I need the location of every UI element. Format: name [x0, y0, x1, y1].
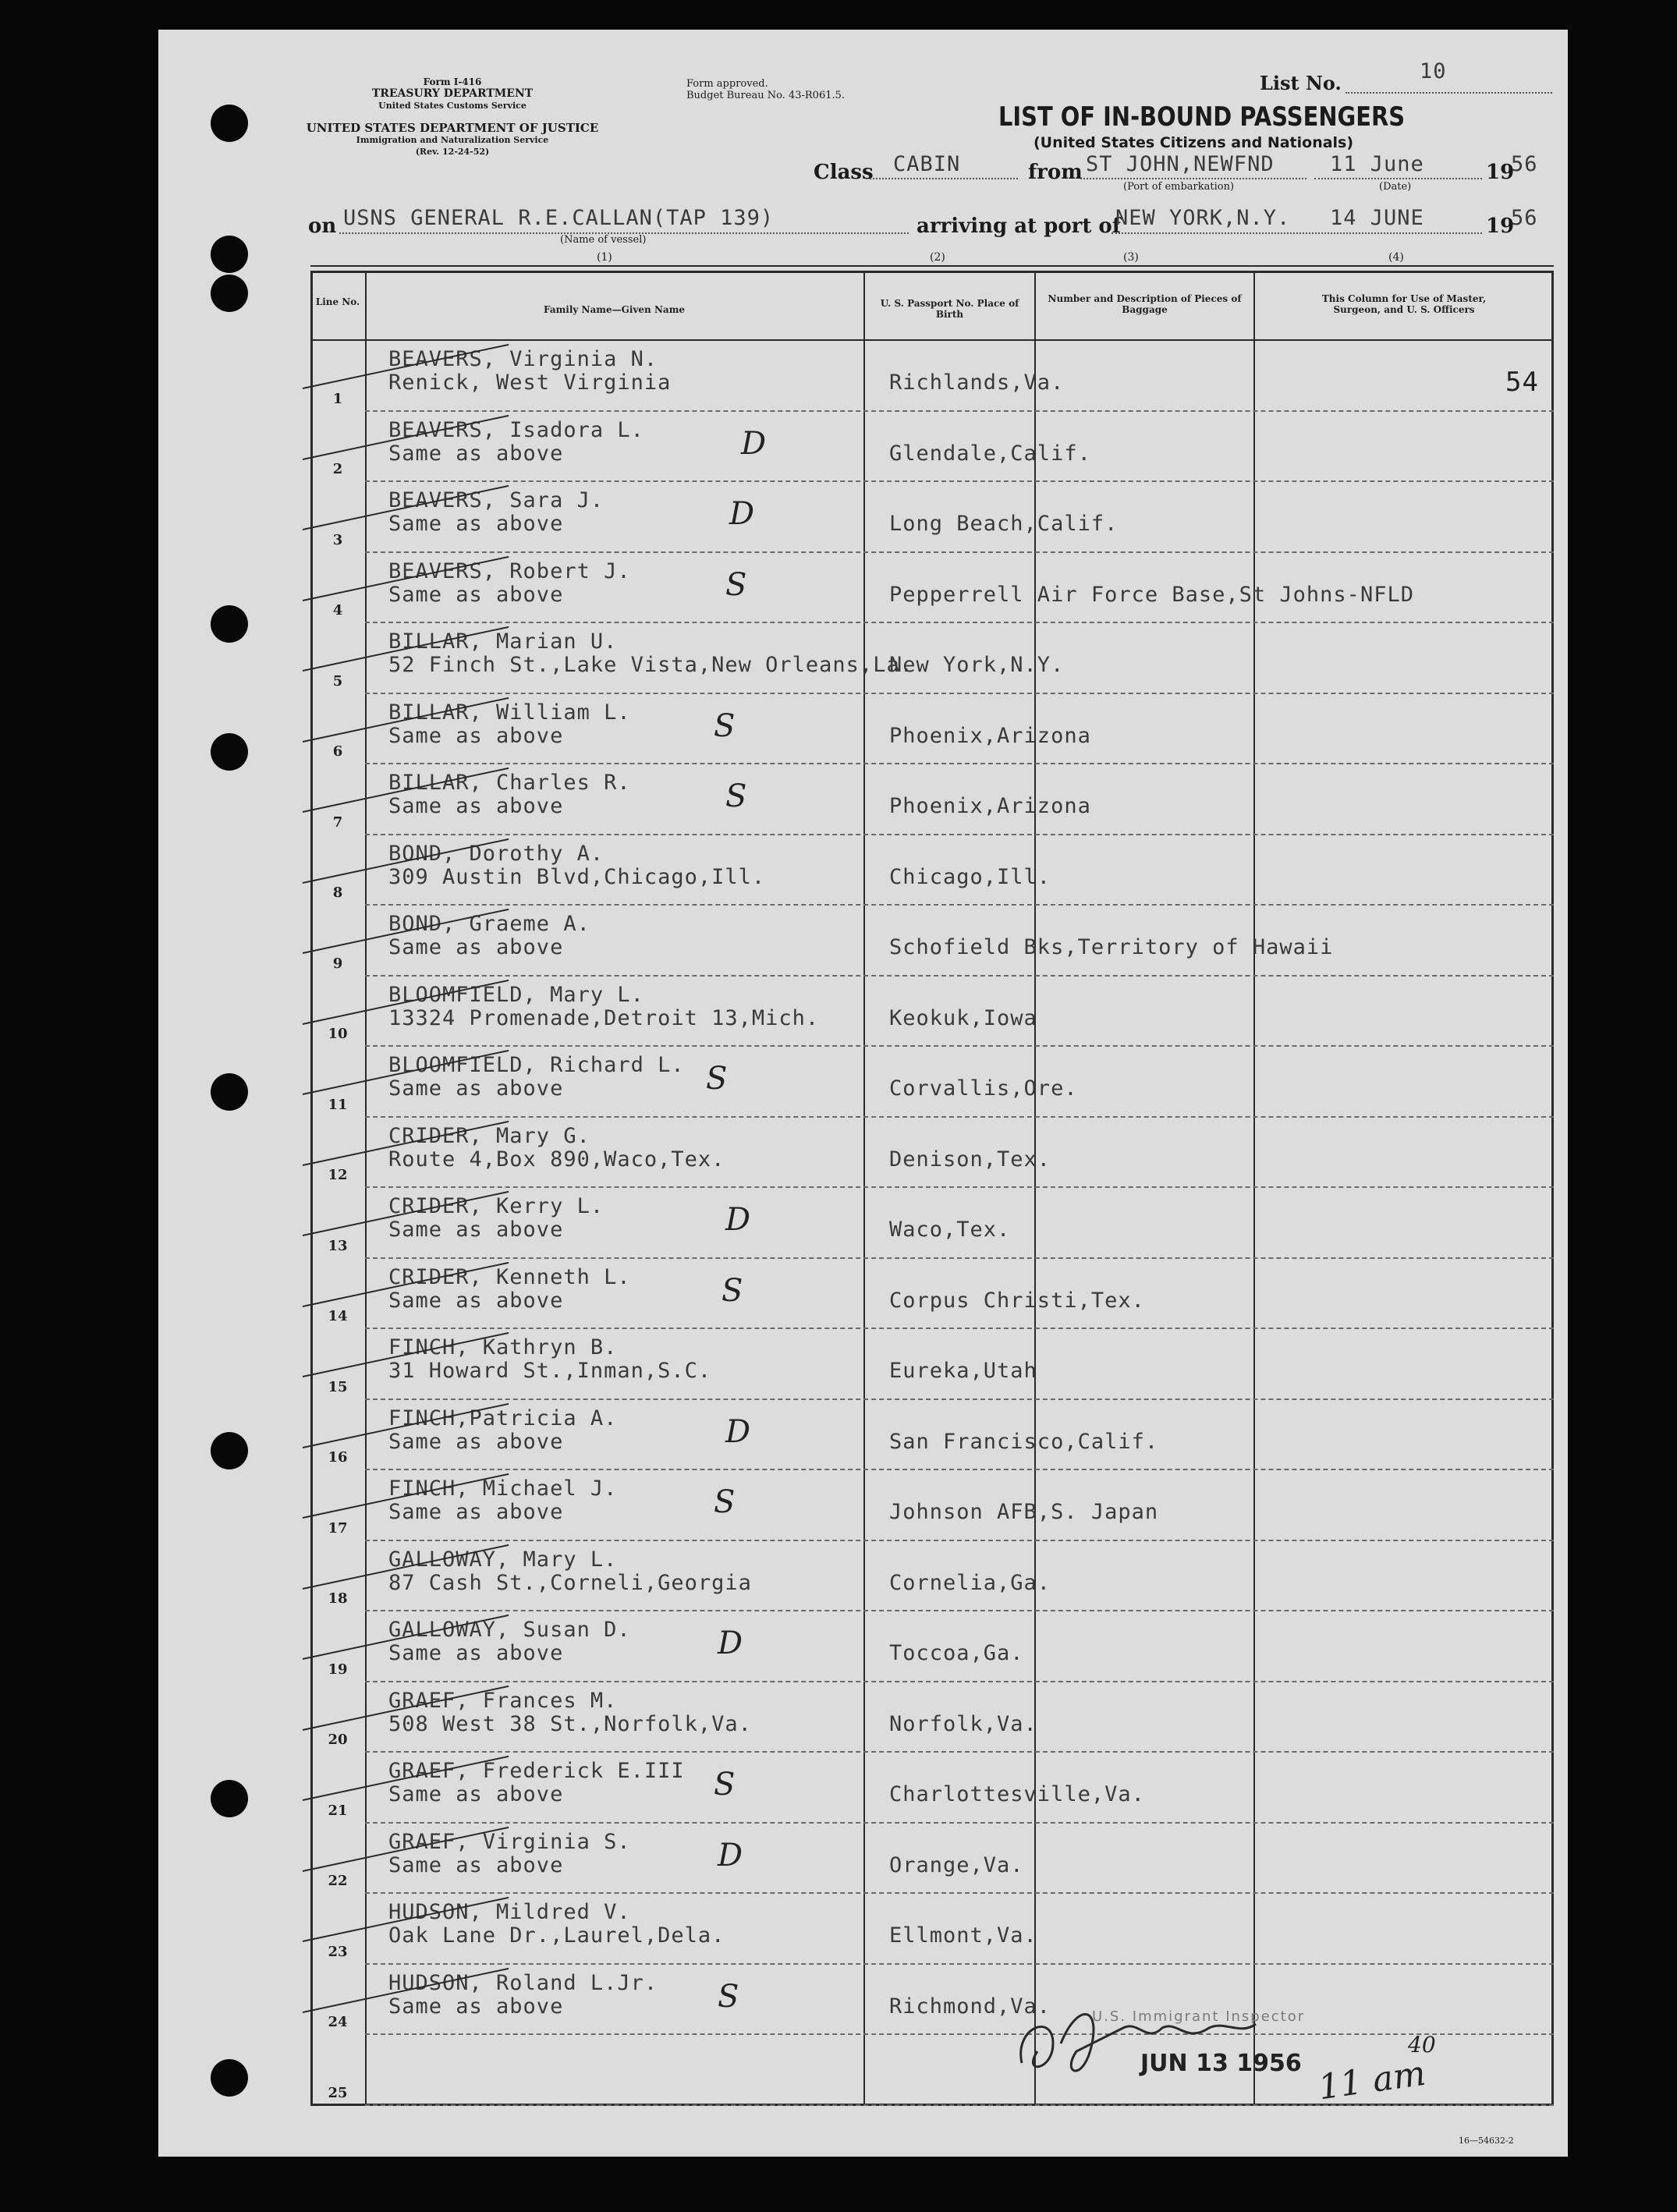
list-no-line: [1346, 92, 1552, 94]
place-of-birth: Ellmont,Va.: [889, 1923, 1037, 1948]
place-of-birth: Keokuk,Iowa: [889, 1005, 1037, 1030]
arrival-port: NEW YORK,N.Y.: [1115, 206, 1291, 230]
status-mark: S: [714, 1767, 736, 1803]
line-number: 17: [328, 1519, 348, 1537]
table-row: [310, 1118, 1554, 1189]
passenger-name: CRIDER, Mary G.: [388, 1123, 590, 1148]
col-header-officers: This Column for Use of Master, Surgeon, and U. S. Officers: [1321, 293, 1487, 315]
line-number: 8: [332, 884, 343, 901]
line-number: 9: [332, 955, 343, 972]
status-mark: D: [729, 496, 755, 532]
ins-service: Immigration and Naturalization Service: [356, 135, 549, 145]
col-header-passport: U. S. Passport No. Place of Birth: [880, 298, 1019, 320]
passenger-address: Same as above: [388, 1288, 564, 1313]
passenger-address: Same as above: [388, 1218, 564, 1242]
passenger-name: BILLAR, Charles R.: [388, 771, 631, 795]
passenger-address: 52 Finch St.,Lake Vista,New Orleans,La.: [388, 653, 913, 677]
caption-1: (1): [597, 251, 612, 264]
line-number: 10: [328, 1026, 348, 1042]
passenger-address: 31 Howard St.,Inman,S.C.: [388, 1359, 712, 1383]
passenger-name: GALLOWAY, Mary L.: [388, 1547, 618, 1572]
place-of-birth: San Francisco,Calif.: [889, 1429, 1159, 1454]
place-of-birth: Schofield Bks,Territory of Hawaii: [889, 935, 1334, 959]
table-row: [310, 1541, 1554, 1612]
col-header-name: Family Name—Given Name: [543, 304, 686, 315]
table-row: [310, 1470, 1554, 1541]
passenger-address: Same as above: [388, 1782, 564, 1806]
status-mark: S: [722, 1272, 743, 1309]
passenger-name: FINCH,Patricia A.: [388, 1406, 618, 1430]
embarkation-date: 11 June: [1330, 152, 1424, 176]
passenger-name: GALLOWAY, Susan D.: [388, 1618, 631, 1642]
line-number: 19: [328, 1661, 348, 1678]
vessel-caption: (Name of vessel): [560, 234, 647, 246]
table-row: [310, 1965, 1554, 2036]
place-of-birth: Phoenix,Arizona: [889, 794, 1091, 818]
passenger-address: Same as above: [388, 512, 564, 536]
passenger-address: Same as above: [388, 1641, 564, 1665]
passenger-name: BOND, Graeme A.: [388, 912, 590, 936]
passenger-address: Same as above: [388, 441, 564, 466]
table-row: [310, 1400, 1554, 1471]
passenger-address: 87 Cash St.,Corneli,Georgia: [388, 1570, 752, 1595]
table-row: [310, 835, 1554, 906]
passenger-name: CRIDER, Kenneth L.: [388, 1264, 631, 1289]
arriving-label: arriving at port of: [916, 214, 1121, 238]
passenger-name: BEAVERS, Robert J.: [388, 558, 631, 583]
inspector-title: U.S. Immigrant Inspector: [1092, 2008, 1306, 2025]
place-of-birth: Johnson AFB,S. Japan: [889, 1500, 1159, 1524]
passenger-address: Same as above: [388, 1994, 564, 2019]
year-prefix-2: 19: [1486, 214, 1515, 238]
passenger-name: BLOOMFIELD, Richard L.: [388, 1053, 685, 1077]
row-rule: [365, 2104, 1554, 2106]
passenger-address: Same as above: [388, 1076, 564, 1101]
passenger-address: 13324 Promenade,Detroit 13,Mich.: [388, 1005, 820, 1030]
status-mark: S: [725, 566, 747, 603]
line-number: 5: [332, 672, 343, 689]
passenger-name: GRAEF, Virginia S.: [388, 1829, 631, 1854]
form-approved: Form approved.: [686, 78, 768, 90]
place-of-birth: Orange,Va.: [889, 1852, 1024, 1877]
line-number: 4: [332, 602, 343, 619]
place-of-birth: Corvallis,Ore.: [889, 1076, 1078, 1101]
status-mark: D: [718, 1837, 743, 1873]
line-number: 6: [332, 743, 343, 760]
caption-3: (3): [1123, 251, 1139, 264]
status-mark: S: [714, 1484, 736, 1520]
line-number: 25: [328, 2084, 348, 2101]
table-row: [310, 1329, 1554, 1400]
year-prefix-1: 19: [1486, 161, 1515, 184]
status-mark: D: [718, 1625, 743, 1661]
customs-service: United States Customs Service: [378, 101, 526, 111]
col-header-baggage: Number and Description of Pieces of Baggage: [1048, 293, 1242, 315]
passenger-name: FINCH, Michael J.: [388, 1476, 618, 1501]
status-mark: S: [725, 778, 747, 814]
place-of-birth: Richmond,Va.: [889, 1994, 1051, 2019]
line-number: 23: [328, 1943, 348, 1960]
passenger-name: BEAVERS, Virginia N.: [388, 347, 658, 371]
place-of-birth: Toccoa,Ga.: [889, 1641, 1024, 1665]
budget-bureau: Budget Bureau No. 43-R061.5.: [686, 90, 846, 101]
punch-hole: [211, 733, 248, 771]
place-of-birth: Chicago,Ill.: [889, 864, 1051, 889]
punch-hole: [211, 275, 248, 312]
passenger-name: GRAEF, Frances M.: [388, 1688, 618, 1713]
punch-hole: [211, 2059, 248, 2097]
line-number: 1: [332, 390, 343, 407]
punch-hole: [211, 605, 248, 643]
passenger-name: HUDSON, Mildred V.: [388, 1900, 631, 1924]
passenger-address: Renick, West Virginia: [388, 370, 672, 395]
place-of-birth: Richlands,Va.: [889, 370, 1065, 395]
justice-dept: UNITED STATES DEPARTMENT OF JUSTICE: [306, 121, 599, 135]
passenger-name: BOND, Dorothy A.: [388, 841, 604, 866]
passenger-address: Same as above: [388, 935, 564, 959]
stamp-time: 11 am: [1316, 2053, 1428, 2108]
caption-4: (4): [1388, 251, 1404, 264]
status-mark: S: [714, 707, 736, 744]
passenger-address: Oak Lane Dr.,Laurel,Dela.: [388, 1923, 725, 1948]
table-row: [310, 977, 1554, 1048]
place-of-birth: Eureka,Utah: [889, 1359, 1037, 1383]
passenger-address: Same as above: [388, 794, 564, 818]
table-row: [310, 694, 1554, 765]
from-date-line: [1314, 178, 1482, 179]
place-of-birth: Denison,Tex.: [889, 1147, 1051, 1172]
table-row: [310, 1682, 1554, 1753]
class-value: CABIN: [893, 152, 961, 176]
revision-date: (Rev. 12-24-52): [415, 147, 490, 157]
passenger-name: HUDSON, Roland L.Jr.: [388, 1970, 658, 1995]
place-of-birth: Waco,Tex.: [889, 1218, 1011, 1242]
port-embark-caption: (Port of embarkation): [1123, 181, 1235, 193]
punch-hole: [211, 1073, 248, 1111]
table-row: [310, 412, 1554, 483]
arrival-date: 14 JUNE: [1330, 206, 1424, 230]
passenger-name: BEAVERS, Sara J.: [388, 488, 604, 512]
line-number: 24: [328, 2014, 348, 2030]
passenger-address: Same as above: [388, 582, 564, 607]
on-label: on: [308, 214, 337, 238]
place-of-birth: Glendale,Calif.: [889, 441, 1091, 466]
table-row: [310, 1188, 1554, 1259]
line-number: 22: [328, 1873, 348, 1889]
officer-note: 54: [1505, 367, 1539, 398]
date-caption: (Date): [1379, 181, 1412, 193]
page-title: LIST OF IN-BOUND PASSENGERS: [998, 101, 1406, 133]
page-subtitle: (United States Citizens and Nationals): [1034, 134, 1354, 151]
status-mark: D: [725, 1413, 751, 1450]
line-number: 11: [328, 1096, 348, 1113]
table-row: [310, 1047, 1554, 1118]
table-row: [310, 341, 1554, 412]
table-row: [310, 1611, 1554, 1682]
status-mark: S: [706, 1061, 728, 1097]
line-number: 14: [328, 1308, 348, 1324]
approval-block: [686, 78, 920, 101]
col-header-line: Line No.: [315, 296, 360, 307]
passenger-name: BILLAR, William L.: [388, 700, 631, 725]
passenger-address: 508 West 38 St.,Norfolk,Va.: [388, 1711, 752, 1736]
place-of-birth: Phoenix,Arizona: [889, 723, 1091, 748]
line-number: 7: [332, 814, 343, 831]
justice-header: [296, 122, 608, 158]
table-row: [310, 482, 1554, 553]
status-mark: D: [725, 1202, 751, 1238]
arrival-stamp-date: JUN 13 1956: [1140, 2050, 1302, 2077]
line-number: 18: [328, 1590, 348, 1607]
line-number: 21: [328, 1802, 348, 1819]
table-row: [310, 623, 1554, 694]
punch-hole: [211, 1432, 248, 1469]
punch-hole: [211, 236, 248, 273]
line-number: 15: [328, 1378, 348, 1395]
caption-2: (2): [930, 251, 945, 264]
list-no-label: List No.: [1260, 72, 1342, 94]
passenger-name: FINCH, Kathryn B.: [388, 1335, 618, 1359]
place-of-birth: Long Beach,Calif.: [889, 512, 1119, 536]
line-number: 16: [328, 1449, 348, 1466]
passenger-name: BLOOMFIELD, Mary L.: [388, 982, 644, 1007]
passenger-name: GRAEF, Frederick E.III: [388, 1759, 685, 1783]
table-row: [310, 764, 1554, 835]
arrival-line: [1112, 232, 1482, 234]
vessel-name: USNS GENERAL R.E.CALLAN(TAP 139): [343, 206, 775, 230]
passenger-address: Route 4,Box 890,Waco,Tex.: [388, 1147, 725, 1172]
passenger-address: Same as above: [388, 1852, 564, 1877]
passenger-address: Same as above: [388, 1500, 564, 1524]
table-row: [310, 1824, 1554, 1895]
place-of-birth: Cornelia,Ga.: [889, 1570, 1051, 1595]
place-of-birth: Norfolk,Va.: [889, 1711, 1037, 1736]
passenger-name: BILLAR, Marian U.: [388, 629, 618, 654]
from-label: from: [1028, 161, 1083, 184]
year-1: 56: [1511, 152, 1538, 176]
passenger-name: CRIDER, Kerry L.: [388, 1194, 604, 1218]
passenger-name: BEAVERS, Isadora L.: [388, 417, 644, 442]
line-number: 2: [332, 461, 343, 477]
embarkation-port: ST JOHN,NEWFND: [1086, 152, 1275, 176]
table-row: [310, 553, 1554, 624]
punch-hole: [211, 105, 248, 142]
table-row: [310, 1753, 1554, 1824]
stamp-time-note: 40: [1408, 2032, 1436, 2058]
status-mark: S: [718, 1978, 739, 2015]
class-label: Class: [814, 161, 874, 184]
place-of-birth: Pepperrell Air Force Base,St Johns-NFLD: [889, 582, 1414, 607]
from-line: [1080, 178, 1306, 179]
table-top-rule: [310, 265, 1554, 267]
table-row: [310, 1259, 1554, 1330]
passenger-address: 309 Austin Blvd,Chicago,Ill.: [388, 864, 766, 889]
line-number: 12: [328, 1167, 348, 1183]
passenger-address: Same as above: [388, 1429, 564, 1454]
form-header-left: [328, 76, 577, 112]
place-of-birth: Charlottesville,Va.: [889, 1782, 1145, 1806]
place-of-birth: Corpus Christi,Tex.: [889, 1288, 1145, 1313]
footer-code: 16—54632-2: [1459, 2136, 1514, 2146]
line-number: 20: [328, 1732, 348, 1748]
year-2: 56: [1511, 206, 1538, 230]
line-number: 13: [328, 1237, 348, 1254]
class-line: [870, 178, 1018, 179]
place-of-birth: New York,N.Y.: [889, 653, 1065, 677]
punch-hole: [211, 1780, 248, 1817]
form-number: Form I-416: [423, 76, 482, 87]
table-row: [310, 1894, 1554, 1965]
list-no-value: 10: [1420, 59, 1447, 83]
table-row: [310, 906, 1554, 977]
line-number: 3: [332, 531, 343, 548]
status-mark: D: [741, 425, 767, 462]
passenger-address: Same as above: [388, 723, 564, 748]
treasury-dept: TREASURY DEPARTMENT: [371, 87, 534, 100]
